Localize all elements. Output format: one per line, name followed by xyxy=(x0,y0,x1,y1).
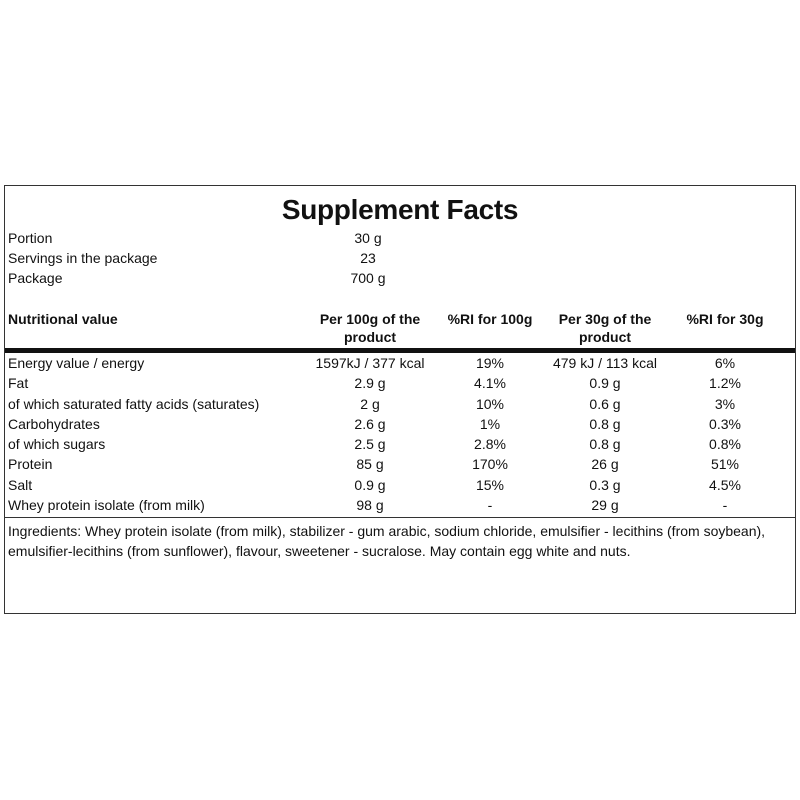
table-row xyxy=(5,374,795,394)
row-ri-30g: 4.5% xyxy=(709,476,741,493)
row-ri-100g: 4.1% xyxy=(474,375,506,392)
meta-value: 23 xyxy=(360,250,376,266)
ingredients-divider xyxy=(5,517,795,518)
meta-value: 700 g xyxy=(350,270,386,286)
header-per-100g-line2: product xyxy=(343,329,397,345)
header-per-100g xyxy=(305,310,435,346)
row-name: Protein xyxy=(8,456,53,473)
row-ri-100g: 15% xyxy=(475,476,505,493)
table-row xyxy=(5,496,795,516)
header-per-30g-line2: product xyxy=(578,329,632,345)
table-row xyxy=(5,354,795,374)
row-per-30g: 0.8 g xyxy=(589,436,621,453)
row-per-30g: 29 g xyxy=(591,497,619,514)
header-per-100g-line1: Per 100g of the xyxy=(319,311,421,327)
supplement-facts-panel xyxy=(4,185,796,614)
header-divider xyxy=(5,348,795,353)
ingredients-text: Ingredients: Whey protein isolate (from milk), stabilizer - gum arabic, sodium chloride, emulsifier - lecithins (from soybean), emulsifier-lecithins (from sunflower), flavour, sweetener - sucralose. May contain egg white and nuts. xyxy=(8,523,766,559)
row-name: Whey protein isolate (from milk) xyxy=(8,497,205,514)
row-name: Energy value / energy xyxy=(8,355,145,371)
row-name: of which saturated fatty acids (saturates) xyxy=(8,395,260,412)
header-per-30g-line1: Per 30g of the xyxy=(558,311,652,327)
row-per-30g: 0.3 g xyxy=(589,476,621,493)
header-per-30g xyxy=(540,310,670,346)
row-per-100g: 2.5 g xyxy=(354,436,386,453)
row-ri-100g: 2.8% xyxy=(474,436,506,453)
row-ri-100g: - xyxy=(487,497,493,514)
row-per-100g: 85 g xyxy=(356,456,384,473)
row-per-30g: 479 kJ / 113 kcal xyxy=(552,355,658,371)
row-per-100g: 0.9 g xyxy=(354,476,386,493)
row-per-100g: 2.9 g xyxy=(354,375,386,392)
table-body xyxy=(5,354,795,516)
row-per-100g: 98 g xyxy=(356,497,384,514)
table-row xyxy=(5,455,795,475)
row-ri-100g: 10% xyxy=(475,395,505,412)
header-nutritional-value: Nutritional value xyxy=(8,311,118,327)
row-per-100g: 1597kJ / 377 kcal xyxy=(315,355,425,371)
table-row xyxy=(5,435,795,455)
row-per-30g: 0.8 g xyxy=(589,415,621,432)
row-per-30g: 0.6 g xyxy=(589,395,621,412)
row-name: Carbohydrates xyxy=(8,415,100,432)
row-per-100g: 2.6 g xyxy=(354,415,386,432)
table-row xyxy=(5,476,795,496)
row-ri-30g: - xyxy=(722,497,728,514)
table-header xyxy=(5,310,795,346)
header-ri-100g: %RI for 100g xyxy=(447,311,533,327)
row-per-30g: 26 g xyxy=(591,456,619,473)
row-ri-30g: 51% xyxy=(710,456,740,473)
row-name: Fat xyxy=(8,375,29,392)
meta-label: Package xyxy=(8,270,63,286)
row-name: Salt xyxy=(8,476,33,493)
meta-value: 30 g xyxy=(354,230,382,246)
row-ri-30g: 0.8% xyxy=(709,436,741,453)
table-row xyxy=(5,395,795,415)
row-ri-100g: 170% xyxy=(472,456,508,473)
meta-label: Portion xyxy=(8,230,53,246)
row-ri-30g: 1.2% xyxy=(709,375,741,392)
header-ri-30g: %RI for 30g xyxy=(686,311,764,327)
row-name: of which sugars xyxy=(8,436,106,453)
row-per-30g: 0.9 g xyxy=(589,375,621,392)
row-ri-100g: 1% xyxy=(479,415,501,432)
panel-title: Supplement Facts xyxy=(281,194,519,225)
meta-label: Servings in the package xyxy=(8,250,158,266)
table-row xyxy=(5,415,795,435)
row-ri-30g: 3% xyxy=(714,395,736,412)
row-per-100g: 2 g xyxy=(360,395,380,412)
row-ri-30g: 0.3% xyxy=(709,415,741,432)
row-ri-100g: 19% xyxy=(475,355,505,371)
row-ri-30g: 6% xyxy=(714,355,736,371)
